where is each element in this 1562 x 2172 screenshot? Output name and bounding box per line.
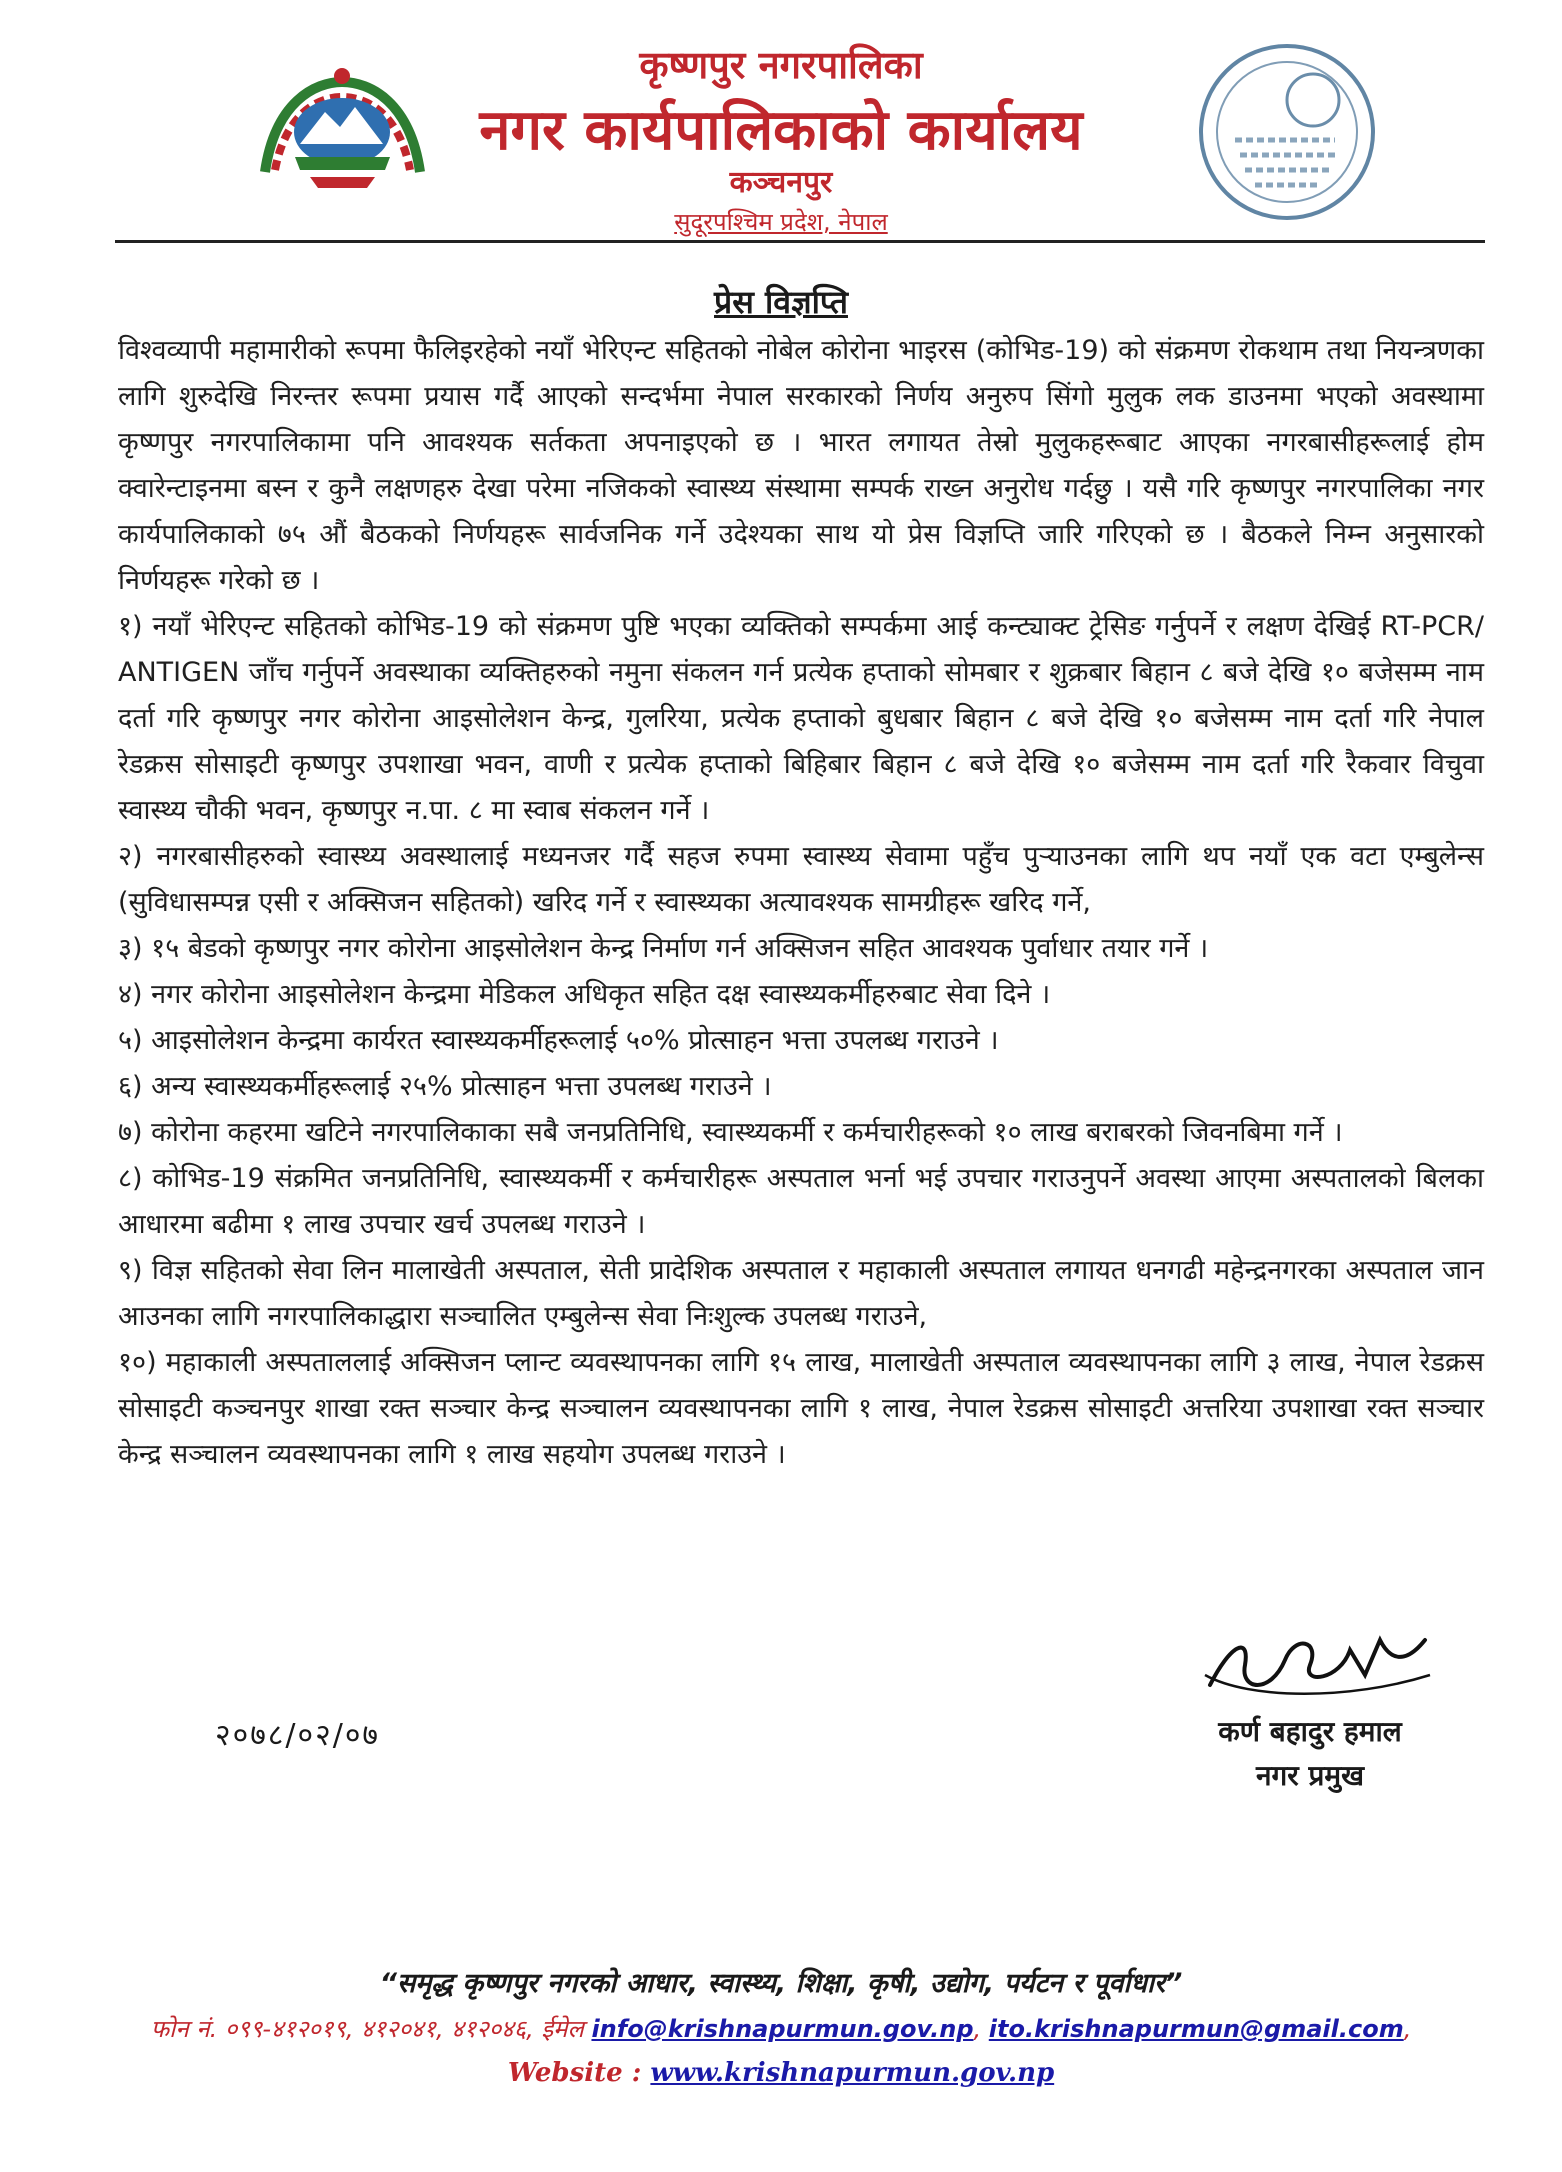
decision-item: ४) नगर कोरोना आइसोलेशन केन्द्रमा मेडिकल अधिकृत सहित दक्ष स्वास्थ्यकर्मीहरुबाट सेवा दिने । <box>118 979 1051 1010</box>
municipality-seal-icon <box>1195 40 1380 225</box>
page-title: प्रेस विज्ञप्ति <box>714 283 848 321</box>
signature-mark <box>1190 1605 1440 1710</box>
decision-item: ८) कोभिड-19 संक्रमित जनप्रतिनिधि, स्वास्थ्यकर्मी र कर्मचारीहरू अस्पताल भर्ना भई उपचार गराउनुपर्ने अवस्था आएमा अस्पतालको बिलका आधारमा बढीमा १ लाख उपचार खर्च उपलब्ध गराउने । <box>118 1163 1484 1240</box>
municipality-name: कृष्णपुर नगरपालिका <box>639 43 923 87</box>
website-link[interactable]: www.krishnapurmun.gov.np <box>650 2058 1055 2088</box>
letterhead <box>0 0 1562 250</box>
website-label: Website : <box>507 2058 642 2088</box>
issue-date: २०७८/०२/०७ <box>215 1718 381 1753</box>
signer-name: कर्ण बहादुर हमाल <box>1218 1715 1402 1748</box>
signer-designation: नगर प्रमुख <box>1255 1759 1365 1792</box>
press-release-body <box>118 328 1484 1478</box>
decision-item: ६) अन्य स्वास्थ्यकर्मीहरूलाई २५% प्रोत्साहन भत्ता उपलब्ध गराउने । <box>118 1071 772 1102</box>
decision-item: २) नगरबासीहरुको स्वास्थ्य अवस्थालाई मध्यनजर गर्दै सहज रुपमा स्वास्थ्य सेवामा पहुँच पुर्‍याउनका लागि थप नयाँ एक वटा एम्बुलेन्स (सुविधासम्पन्न एसी र अक्सिजन सहितको) खरिद गर्ने र स्वास्थ्यका अत्यावश्यक सामग्रीहरू खरिद गर्ने, <box>118 841 1484 918</box>
email-link-info[interactable]: info@krishnapurmun.gov.np <box>591 2015 974 2043</box>
decision-item: १) नयाँ भेरिएन्ट सहितको कोभिड-19 को संक्रमण पुष्टि भएका व्यक्तिको सम्पर्कमा आई कन्ट्याक्ट ट्रेसिङ गर्नुपर्ने र लक्षण देखिई RT-PCR/ ANTIGEN जाँच गर्नुपर्ने अवस्थाका व्यक्तिहरुको नमुना संकलन गर्न प्रत्येक हप्ताको सोमबार र शुक्रबार बिहान ८ बजे देखि १० बजेसम्म नाम दर्ता गरि कृष्णपुर नगर कोरोना आइसोलेशन केन्द्र, गुलरिया, प्रत्येक हप्ताको बुधबार बिहान ८ बजे देखि १० बजेसम्म नाम दर्ता गरि नेपाल रेडक्रस सोसाइटी कृष्णपुर उपशाखा भवन, वाणी र प्रत्येक हप्ताको बिहिबार बिहान ८ बजे देखि १० बजेसम्म नाम दर्ता गरि रैकवार विचुवा स्वास्थ्य चौकी भवन, कृष्णपुर न.पा. ८ मा स्वाब संकलन गर्ने । <box>118 611 1484 826</box>
footer-slogan: “समृद्ध कृष्णपुर नगरको आधार, स्वास्थ्य, शिक्षा, कृषी, उद्योग, पर्यटन र पूर्वाधार” <box>379 1968 1183 1999</box>
district-name: कञ्चनपुर <box>729 165 833 200</box>
footer-phone: फोन नं. ०९९-४१२०१९, ४१२०४१, ४१२०४६, ईमेल <box>150 2015 584 2043</box>
header-divider <box>115 240 1485 243</box>
intro-paragraph: विश्वव्यापी महामारीको रूपमा फैलिइरहेको नयाँ भेरिएन्ट सहितको नोबेल कोरोना भाइरस (कोभिड-19) को संक्रमण रोकथाम तथा नियन्त्रणका लागि शुरुदेखि निरन्तर रूपमा प्रयास गर्दै आएको सन्दर्भमा नेपाल सरकारको निर्णय अनुरुप सिंगो मुलुक लक डाउनमा भएको अवस्थामा कृष्णपुर नगरपालिकामा पनि आवश्यक सर्तकता अपनाइएको छ । भारत लगायत तेस्रो मुलुकहरूबाट आएका नगरबासीहरूलाई होम क्वारेन्टाइनमा बस्न र कुनै लक्षणहरु देखा परेमा नजिकको स्वास्थ्य संस्थामा सम्पर्क राख्न अनुरोध गर्दछु । यसै गरि कृष्णपुर नगरपालिका नगर कार्यपालिकाको ७५ औं बैठकको निर्णयहरू सार्वजनिक गर्ने उदेश्यका साथ यो प्रेस विज्ञप्ति जारि गरिएको छ । बैठकले निम्न अनुसारको निर्णयहरू गरेको छ । <box>118 335 1484 596</box>
office-name: नगर कार्यपालिकाको कार्यालय <box>479 98 1083 163</box>
decision-item: ३) १५ बेडको कृष्णपुर नगर कोरोना आइसोलेशन केन्द्र निर्माण गर्न अक्सिजन सहित आवश्यक पुर्वाधार तयार गर्ने । <box>118 933 1209 964</box>
decision-item: १०) महाकाली अस्पताललाई अक्सिजन प्लान्ट व्यवस्थापनका लागि १५ लाख, मालाखेती अस्पताल व्यवस्थापनका लागि ३ लाख, नेपाल रेडक्रस सोसाइटी कञ्चनपुर शाखा रक्त सञ्चार केन्द्र सञ्चालन व्यवस्थापनका लागि १ लाख, नेपाल रेडक्रस सोसाइटी अत्तरिया उपशाखा रक्त सञ्चार केन्द्र सञ्चालन व्यवस्थापनका लागि १ लाख सहयोग उपलब्ध गराउने । <box>118 1347 1484 1470</box>
decision-item: ७) कोरोना कहरमा खटिने नगरपालिकाका सबै जनप्रतिनिधि, स्वास्थ्यकर्मी र कर्मचारीहरूको १० लाख बराबरको जिवनबिमा गर्ने । <box>118 1117 1343 1148</box>
footer-website <box>0 2058 1562 2088</box>
email-link-ito[interactable]: ito.krishnapurmun@gmail.com <box>988 2015 1404 2043</box>
footer-contact: फोन नं. ०९९-४१२०१९, ४१२०४१, ४१२०४६, ईमेल info@krishnapurmun.gov.np, ito.krishnapurmun@gmail.com, <box>150 2015 1412 2043</box>
province-name: सुदूरपश्चिम प्रदेश, नेपाल <box>674 208 888 236</box>
signer-block <box>1130 1710 1490 1798</box>
decision-item: ५) आइसोलेशन केन्द्रमा कार्यरत स्वास्थ्यकर्मीहरूलाई ५०% प्रोत्साहन भत्ता उपलब्ध गराउने । <box>118 1025 999 1056</box>
decision-item: ९) विज्ञ सहितको सेवा लिन मालाखेती अस्पताल, सेती प्रादेशिक अस्पताल र महाकाली अस्पताल लगायत धनगढी महेन्द्रनगरका अस्पताल जान आउनका लागि नगरपालिकाद्धारा सञ्चालित एम्बुलेन्स सेवा निःशुल्क उपलब्ध गराउने, <box>118 1255 1484 1332</box>
